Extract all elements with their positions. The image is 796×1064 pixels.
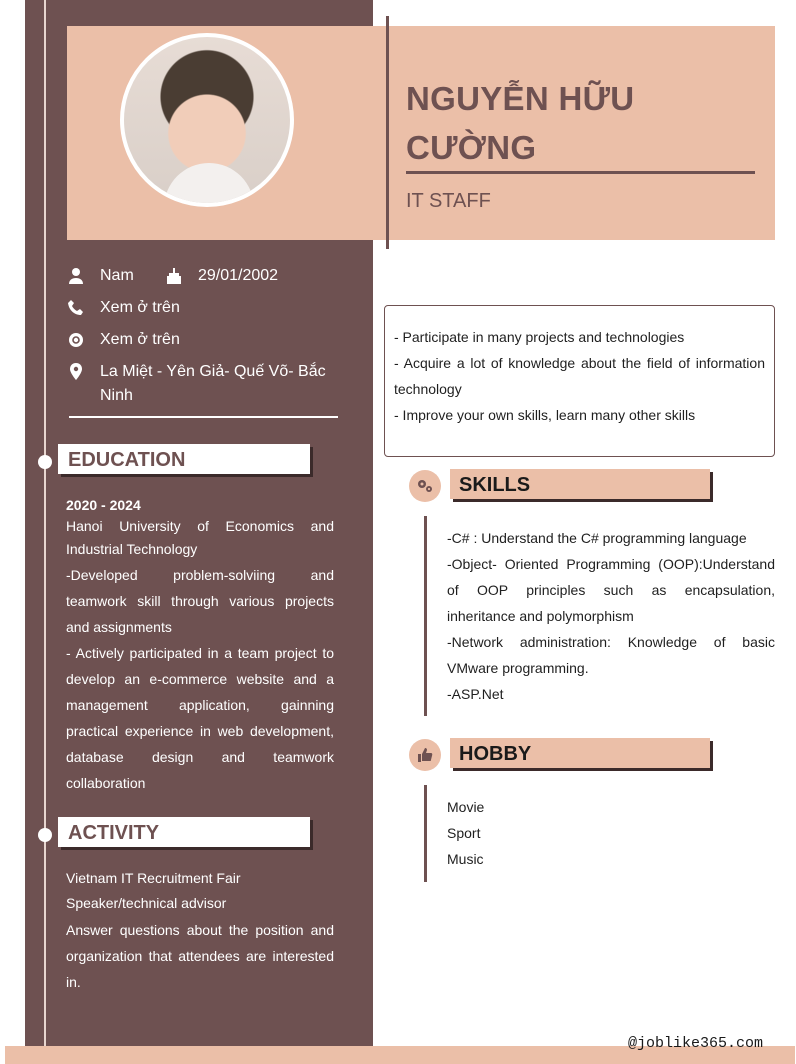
skill-item: -C# : Understand the C# programming language <box>447 530 747 546</box>
at-sign-icon <box>66 330 86 350</box>
birthday-row <box>164 264 278 288</box>
timeline-dot <box>38 828 52 842</box>
timeline-line <box>44 0 46 1064</box>
avatar <box>120 33 294 207</box>
activity-heading: ACTIVITY <box>68 822 160 844</box>
job-title: IT STAFF <box>406 190 491 212</box>
objective-item: - Acquire a lot of knowledge about the field of information technology <box>394 355 765 397</box>
hobby-list <box>447 794 775 872</box>
objective-item: - Participate in many projects and technologies <box>394 329 685 345</box>
education-detail: - Actively participated in a team project to develop an e-commerce website and a management application, gainning practical experience in web development, database design and teamwork collaboration <box>66 645 334 791</box>
skill-item: -Object- Oriented Programming (OOP):Understand of OOP principles such as encapsulation, inheritance and polymorphism <box>447 556 775 624</box>
location-pin-icon <box>66 362 86 382</box>
skill-item: -ASP.Net <box>447 686 504 702</box>
objective-item: - Improve your own skills, learn many other skills <box>394 407 696 423</box>
birthday-cake-icon <box>164 266 184 286</box>
hobby-heading-box <box>450 738 710 768</box>
name-underline <box>406 171 755 174</box>
user-icon <box>66 266 86 286</box>
phone-value: Xem ở trên <box>100 299 180 316</box>
hobby-item: Sport <box>447 825 481 841</box>
activity-heading-box <box>58 817 310 847</box>
education-heading-box <box>58 444 310 474</box>
education-detail: -Developed problem-solviing and teamwork skill through various projects and assignments <box>66 567 334 635</box>
email-row <box>66 328 180 352</box>
education-school: Hanoi University of Economics and Industrial Technology <box>66 518 334 557</box>
activity-description: Answer questions about the position and organization that attendees are interested in. <box>66 922 334 990</box>
phone-row <box>66 296 180 320</box>
skills-heading-box <box>450 469 710 499</box>
activity-event: Vietnam IT Recruitment Fair <box>66 870 241 886</box>
education-heading: EDUCATION <box>68 449 186 471</box>
hobby-heading: HOBBY <box>459 743 532 765</box>
email-value: Xem ở trên <box>100 331 180 348</box>
birthday-value: 29/01/2002 <box>198 267 279 284</box>
thumbs-up-icon <box>409 739 441 771</box>
skills-line <box>424 516 427 716</box>
activity-content <box>66 866 334 995</box>
skill-item: -Network administration: Knowledge of basic VMware programming. <box>447 634 775 676</box>
education-period: 2020 - 2024 <box>66 497 141 513</box>
hobby-item: Movie <box>447 799 485 815</box>
gender-row <box>66 264 134 288</box>
gender-value: Nam <box>100 267 134 284</box>
gears-icon <box>409 470 441 502</box>
address-value: La Miệt - Yên Giả- Quế Võ- Bắc Ninh <box>100 363 326 404</box>
sidebar-separator <box>69 416 338 418</box>
objective-box <box>384 305 775 457</box>
phone-icon <box>66 298 86 318</box>
hobby-item: Music <box>447 851 484 867</box>
header-divider <box>386 16 389 249</box>
candidate-name: NGUYỄN HỮU CƯỜNG <box>406 80 635 166</box>
skills-heading: SKILLS <box>459 474 531 496</box>
timeline-dot <box>38 455 52 469</box>
hobby-line <box>424 785 427 882</box>
address-row <box>66 360 338 408</box>
skills-list <box>447 525 775 707</box>
activity-role: Speaker/technical advisor <box>66 895 227 911</box>
education-content <box>66 495 334 796</box>
watermark: @joblike365.com <box>628 1035 764 1052</box>
